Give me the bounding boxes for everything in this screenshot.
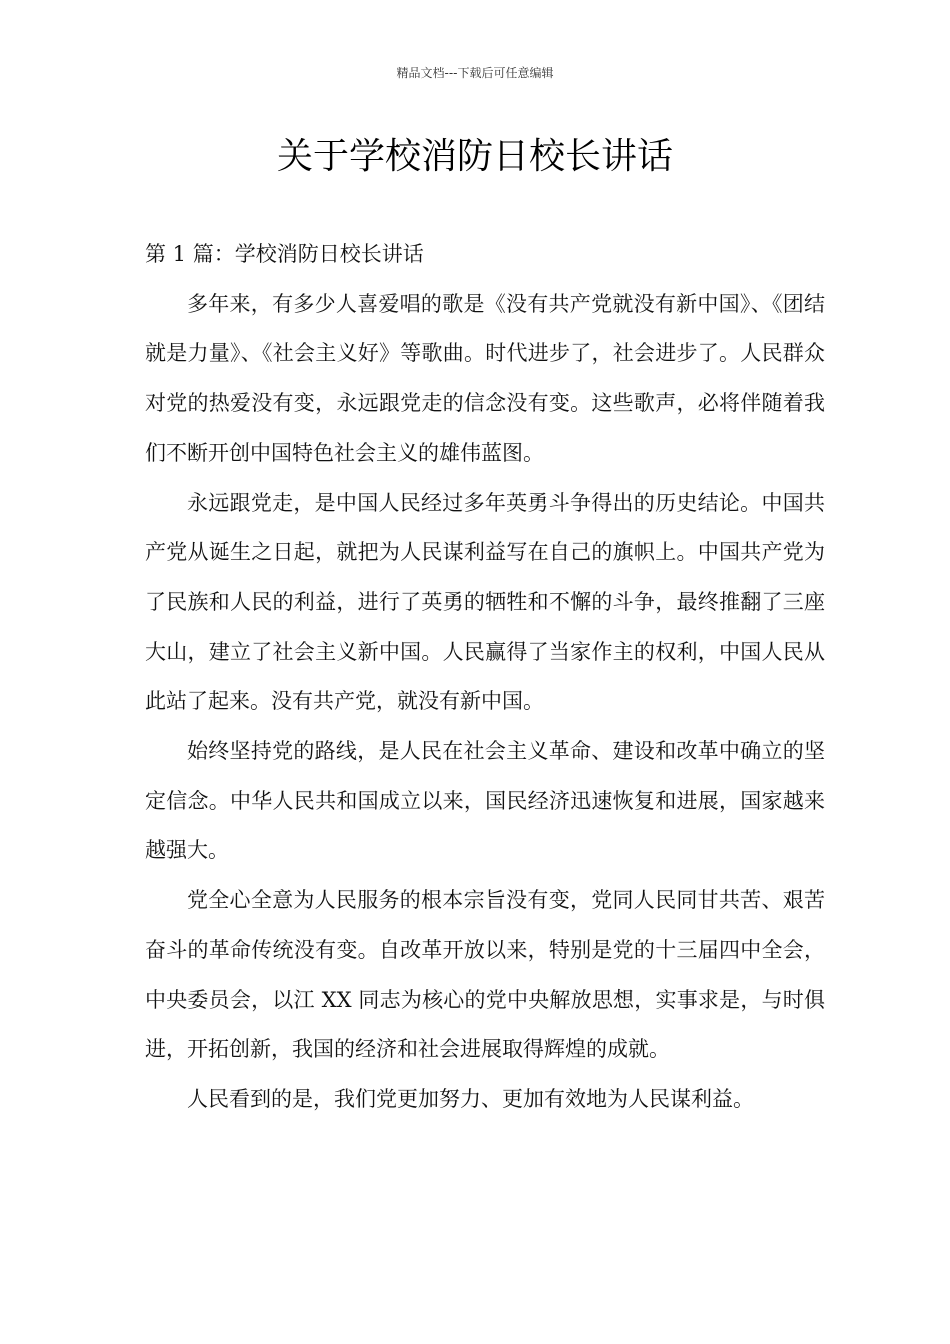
section-heading: 第 1 篇：学校消防日校长讲话 — [145, 242, 424, 266]
paragraph: 永远跟党走，是中国人民经过多年英勇斗争得出的历史结论。中国共产党从诞生之日起，就把为人民谋利益写在自己的旗帜上。中国共产党为了民族和人民的利益，进行了英勇的牺牲和不懈的斗争，最终推翻了三座大山，建立了社会主义新中国。人民赢得了当家作主的权利，中国人民从此站了起来。没有共产党，就没有新中国。 — [145, 490, 825, 714]
paragraph: 党全心全意为人民服务的根本宗旨没有变，党同人民同甘共苦、艰苦奋斗的革命传统没有变。自改革开放以来，特别是党的十三届四中全会，中央委员会，以江 XX 同志为核心的党中央解放思想，实事求是，与时俱进，开拓创新，我国的经济和社会进展取得辉煌的成就。 — [145, 888, 825, 1062]
paragraph: 始终坚持党的路线，是人民在社会主义革命、建设和改革中确立的坚定信念。中华人民共和国成立以来，国民经济迅速恢复和进展，国家越来越强大。 — [145, 739, 825, 863]
document-title: 关于学校消防日校长讲话 — [276, 136, 673, 177]
paragraph: 人民看到的是，我们党更加努力、更加有效地为人民谋利益。 — [187, 1086, 754, 1111]
document-body — [145, 230, 825, 1125]
paragraph: 多年来，有多少人喜爱唱的歌是《没有共产党就没有新中国》、《团结就是力量》、《社会主义好》等歌曲。时代进步了，社会进步了。人民群众对党的热爱没有变，永远跟党走的信念没有变。这些歌声，必将伴随着我们不断开创中国特色社会主义的雄伟蓝图。 — [145, 291, 825, 465]
header-note: 精品文档---下载后可任意编辑 — [396, 66, 554, 80]
